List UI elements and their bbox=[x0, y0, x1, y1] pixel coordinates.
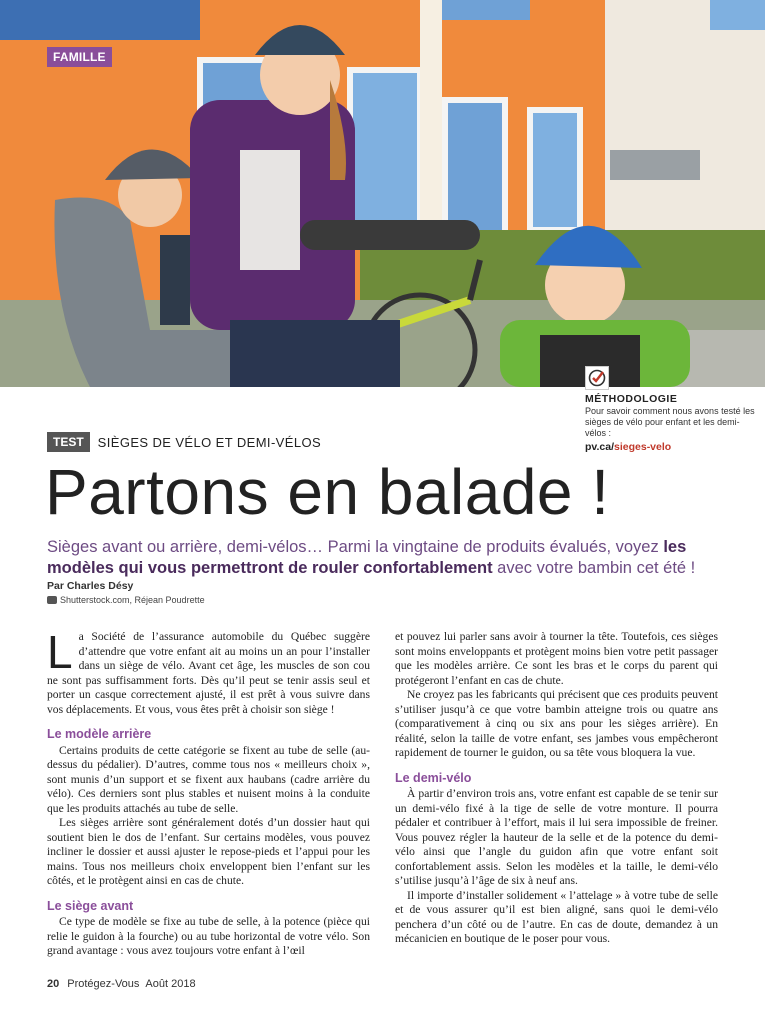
intro-bold: les modèles qui vous permettront de rouler confortablement bbox=[47, 538, 687, 577]
paragraph: À partir d’environ trois ans, votre enfant est capable de se tenir sur un demi-vélo fixé à la tige de selle de votre monture. Il pourra pédaler et contribuer à l’effort, mais il lui sera impossible de freiner. Vous pouvez régler la hauteur de la selle et de la potence du demi-vélo ainsi que l’angle du guidon afin que votre enfant soit confortablement assis. Selon les modèles et la taille, le demi-vélo s’utilise jusqu’à l’âge de six à neuf ans. bbox=[395, 787, 718, 887]
article-intro bbox=[47, 537, 737, 579]
paragraph: Certains produits de cette catégorie se fixent au tube de selle (au-dessus du pédalier). D’autres, comme tous nos « meilleurs choix », sont munis d’un support et se fixent aux haubans (cadre arrière du vélo). Ces derniers sont plus stables et nuisent moins à la conduite que les produits attachés au tube de selle. bbox=[47, 743, 370, 815]
photo-credit-text: Shutterstock.com, Réjean Poudrette bbox=[60, 595, 205, 605]
article-column-2 bbox=[395, 630, 718, 947]
drop-cap: L bbox=[47, 626, 73, 678]
paragraph: Ce type de modèle se fixe au tube de selle, à la potence (pièce qui relie le guidon à la fourche) ou au tube horizontal de votre vélo. Son grand avantage : vous avez toujours votre enfant à l’œil bbox=[47, 915, 370, 957]
category-line bbox=[47, 432, 321, 452]
hero-photo bbox=[0, 0, 765, 387]
subheading-front-seat: Le siège avant bbox=[47, 898, 134, 913]
subheading-rear-seat: Le modèle arrière bbox=[47, 727, 152, 741]
hero-illustration bbox=[0, 0, 765, 387]
camera-icon bbox=[47, 596, 57, 604]
methodology-link[interactable] bbox=[585, 442, 755, 453]
paragraph: et pouvez lui parler sans avoir à tourner la tête. Toutefois, ces sièges sont moins enveloppants et protègent moins bien votre petit passager que les modèles arrière. Ce sont les bras et le corps du parent qui protégeront l’enfant en cas de chute. bbox=[395, 630, 718, 687]
methodology-link-prefix: pv.ca/ bbox=[585, 441, 614, 453]
intro-start: Sièges avant ou arrière, demi-vélos… Parmi la vingtaine de produits évalués, voyez bbox=[47, 538, 664, 556]
paragraph bbox=[47, 626, 370, 717]
photo-credit bbox=[47, 595, 205, 605]
checkmark-icon bbox=[585, 366, 609, 390]
paragraph: Les sièges arrière sont généralement dotés d’un dossier haut qui soutient bien le dos de l’enfant. Sur certains modèles, vous pouvez incliner le dossier et aussi ajuster le repose-pieds et l’appui pour les mains. Tous nos meilleurs choix enveloppent bien l’enfant sur les côtés, et le protègent ainsi en cas de chute. bbox=[47, 816, 370, 887]
test-badge: TEST bbox=[47, 432, 90, 452]
subheading-trailer-bike: Le demi-vélo bbox=[395, 770, 472, 785]
paragraph: Il importe d’installer solidement « l’attelage » à votre tube de selle et de vous assurer qu’il est bien aligné, sans quoi le demi-vélo penchera d’un côté ou de l’autre. En cas de doute, demandez à un mécanicien en boutique de le poser pour vous. bbox=[395, 888, 718, 945]
author-byline: Par Charles Désy bbox=[47, 580, 134, 592]
methodology-box bbox=[585, 394, 755, 453]
page-title: Partons en balade ! bbox=[45, 456, 610, 528]
page-footer bbox=[47, 978, 202, 990]
section-tag: FAMILLE bbox=[47, 47, 112, 67]
page-number: 20 bbox=[47, 978, 60, 990]
paragraph: Ne croyez pas les fabricants qui précisent que ces produits peuvent s’utiliser jusqu’à ce que votre bambin atteigne trois ou quatre ans (comparativement à cinq ou six ans pour les sièges arrière). En réalité, selon la taille de votre enfant, ses jambes vous empêcheront rapidement de tourner le guidon, ou sa tête vous bloquera la vue. bbox=[395, 688, 718, 759]
magazine-name: Protégez-Vous bbox=[67, 978, 140, 990]
methodology-link-path: sieges-velo bbox=[614, 441, 672, 453]
issue-date: Août 2018 bbox=[145, 978, 196, 990]
intro-end: avec votre bambin cet été ! bbox=[492, 559, 696, 577]
paragraph-text: a Société de l’assurance automobile du Québec suggère d’attendre que votre enfant ait au moins un an pour l’installer dans un siège de vélo. Avant cet âge, les muscles de son cou ne sont pas suffisamment forts. Dès qu’il peut se tenir assis seul et porter un casque correctement ajusté, il est prêt à vous suivre dans vos déplacements. Et vous, vous êtes prêt à choisir son siège ! bbox=[47, 630, 370, 716]
category-title: SIÈGES DE VÉLO ET DEMI-VÉLOS bbox=[97, 434, 322, 450]
methodology-title: MÉTHODOLOGIE bbox=[585, 393, 678, 405]
article-column-1 bbox=[47, 626, 370, 959]
methodology-text: Pour savoir comment nous avons testé les sièges de vélo pour enfant et les demi-vélos : bbox=[585, 406, 755, 438]
